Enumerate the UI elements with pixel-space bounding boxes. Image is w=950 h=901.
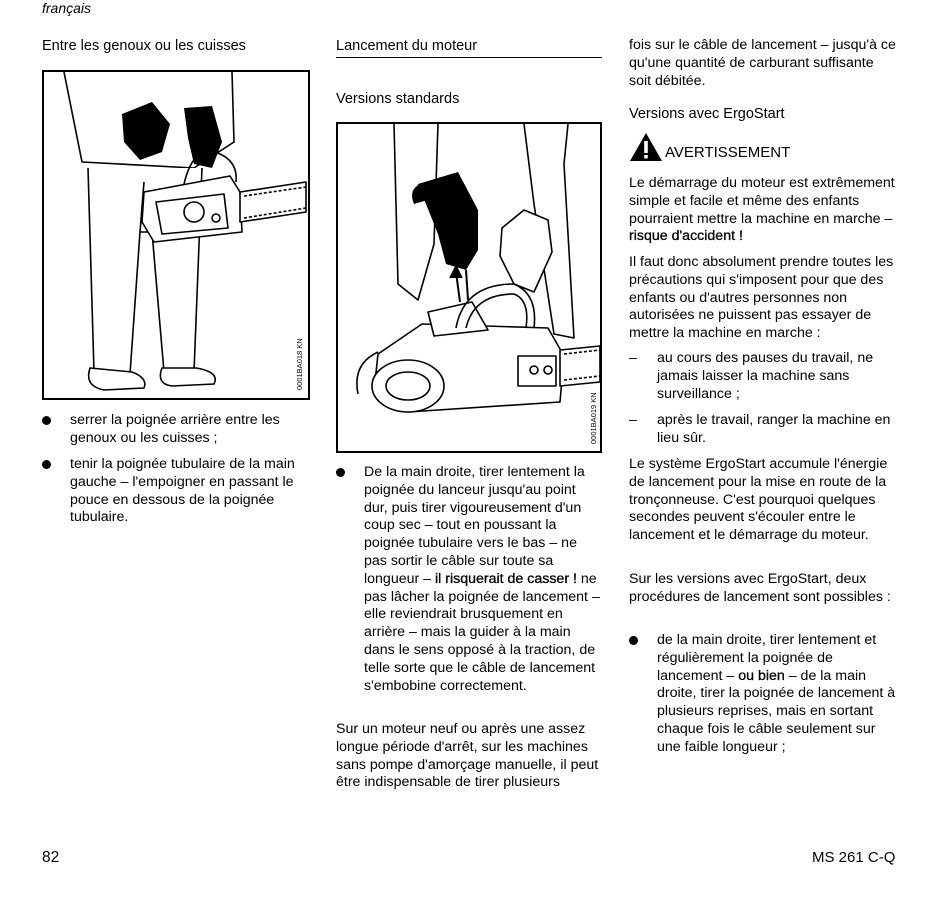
figure-knees-illustration bbox=[42, 70, 310, 400]
subheading-standard-versions: Versions standards bbox=[336, 91, 460, 107]
bullet-icon bbox=[42, 416, 51, 425]
section-heading-knees: Entre les genoux ou les cuisses bbox=[42, 38, 246, 54]
paragraph: Sur un moteur neuf ou après une assez longue période d'arrêt, sur les machines sans pompe d'amorçage manuelle, il peut être indispensable de tirer plusieurs bbox=[336, 721, 599, 791]
list-item: serrer la poignée arrière entre les genoux ou les cuisses ; bbox=[42, 412, 310, 448]
section-heading-engine-start: Lancement du moteur bbox=[336, 38, 602, 58]
figure-code: 0001BA019 KN bbox=[589, 392, 598, 444]
chainsaw-starting-drawing bbox=[338, 124, 600, 451]
warning-paragraph: Le démarrage du moteur est extrêmement simple et facile et même des enfants pourraient mettre la machine en marche – risque d'accident ! bbox=[629, 175, 895, 245]
paragraph-continued: fois sur le câble de lancement – jusqu'à ce qu'une quantité de carburant suffisante soit débitée. bbox=[629, 37, 896, 89]
bullet-icon bbox=[336, 468, 345, 477]
figure-code: 0001BA018 KN bbox=[295, 338, 304, 390]
warning-triangle-icon bbox=[629, 132, 663, 162]
list-item: tenir la poignée tubulaire de la main gauche – l'empoigner en passant le pouce en dessous de la poignée tubulaire. bbox=[42, 456, 310, 527]
dash-list-item: – au cours des pauses du travail, ne jamais laisser la machine sans surveillance ; bbox=[629, 350, 874, 402]
list-item: de la main droite, tirer lentement et régulièrement la poignée de lancement – ou bien – de la main droite, tirer la poignée de lancement à plusieurs reprises, mais en sortant chaque fois le câble seulement sur une faible longueur ; bbox=[629, 632, 899, 757]
language-label: français bbox=[42, 0, 92, 16]
bullet-icon bbox=[629, 636, 638, 645]
dash-marker: – bbox=[629, 412, 637, 428]
paragraph: Il faut donc absolument prendre toutes les précautions qui s'imposent pour que des enfants ou d'autres personnes non autorisées ne puissent pas essayer de mettre la machine en marche : bbox=[629, 254, 894, 342]
warning-label: AVERTISSEMENT bbox=[665, 144, 791, 162]
section-heading-ergostart: Versions avec ErgoStart bbox=[629, 106, 785, 122]
paragraph: Le système ErgoStart accumule l'énergie de lancement pour la mise en route de la tronçonneuse. C'est pourquoi quelques secondes peuvent s'écouler entre le lancement et le démarrage du moteur. bbox=[629, 456, 888, 544]
dash-marker: – bbox=[629, 350, 637, 366]
chainsaw-between-knees-drawing bbox=[44, 72, 308, 398]
paragraph: Sur les versions avec ErgoStart, deux procédures de lancement sont possibles : bbox=[629, 571, 891, 605]
bullet-icon bbox=[42, 460, 51, 469]
figure-starting-illustration bbox=[336, 122, 602, 453]
list-item: De la main droite, tirer lentement la poignée du lanceur jusqu'au point dur, puis tirer vigoureusement d'un coup sec – tout en poussant la poignée tubulaire vers le bas – ne pas sortir le câble sur toute sa longueur – il risquerait de casser ! ne pas lâcher la poignée de lancement – elle reviendrait brusquement en arrière – mais la guider à la main dans le sens opposé à la traction, de telle sorte que le câble de lancement s'embobine correctement. bbox=[336, 464, 602, 695]
page-number: 82 bbox=[42, 849, 60, 866]
warning-header bbox=[629, 132, 790, 162]
model-label: MS 261 C-Q bbox=[812, 849, 896, 866]
dash-list-item: – après le travail, ranger la machine en lieu sûr. bbox=[629, 412, 891, 446]
